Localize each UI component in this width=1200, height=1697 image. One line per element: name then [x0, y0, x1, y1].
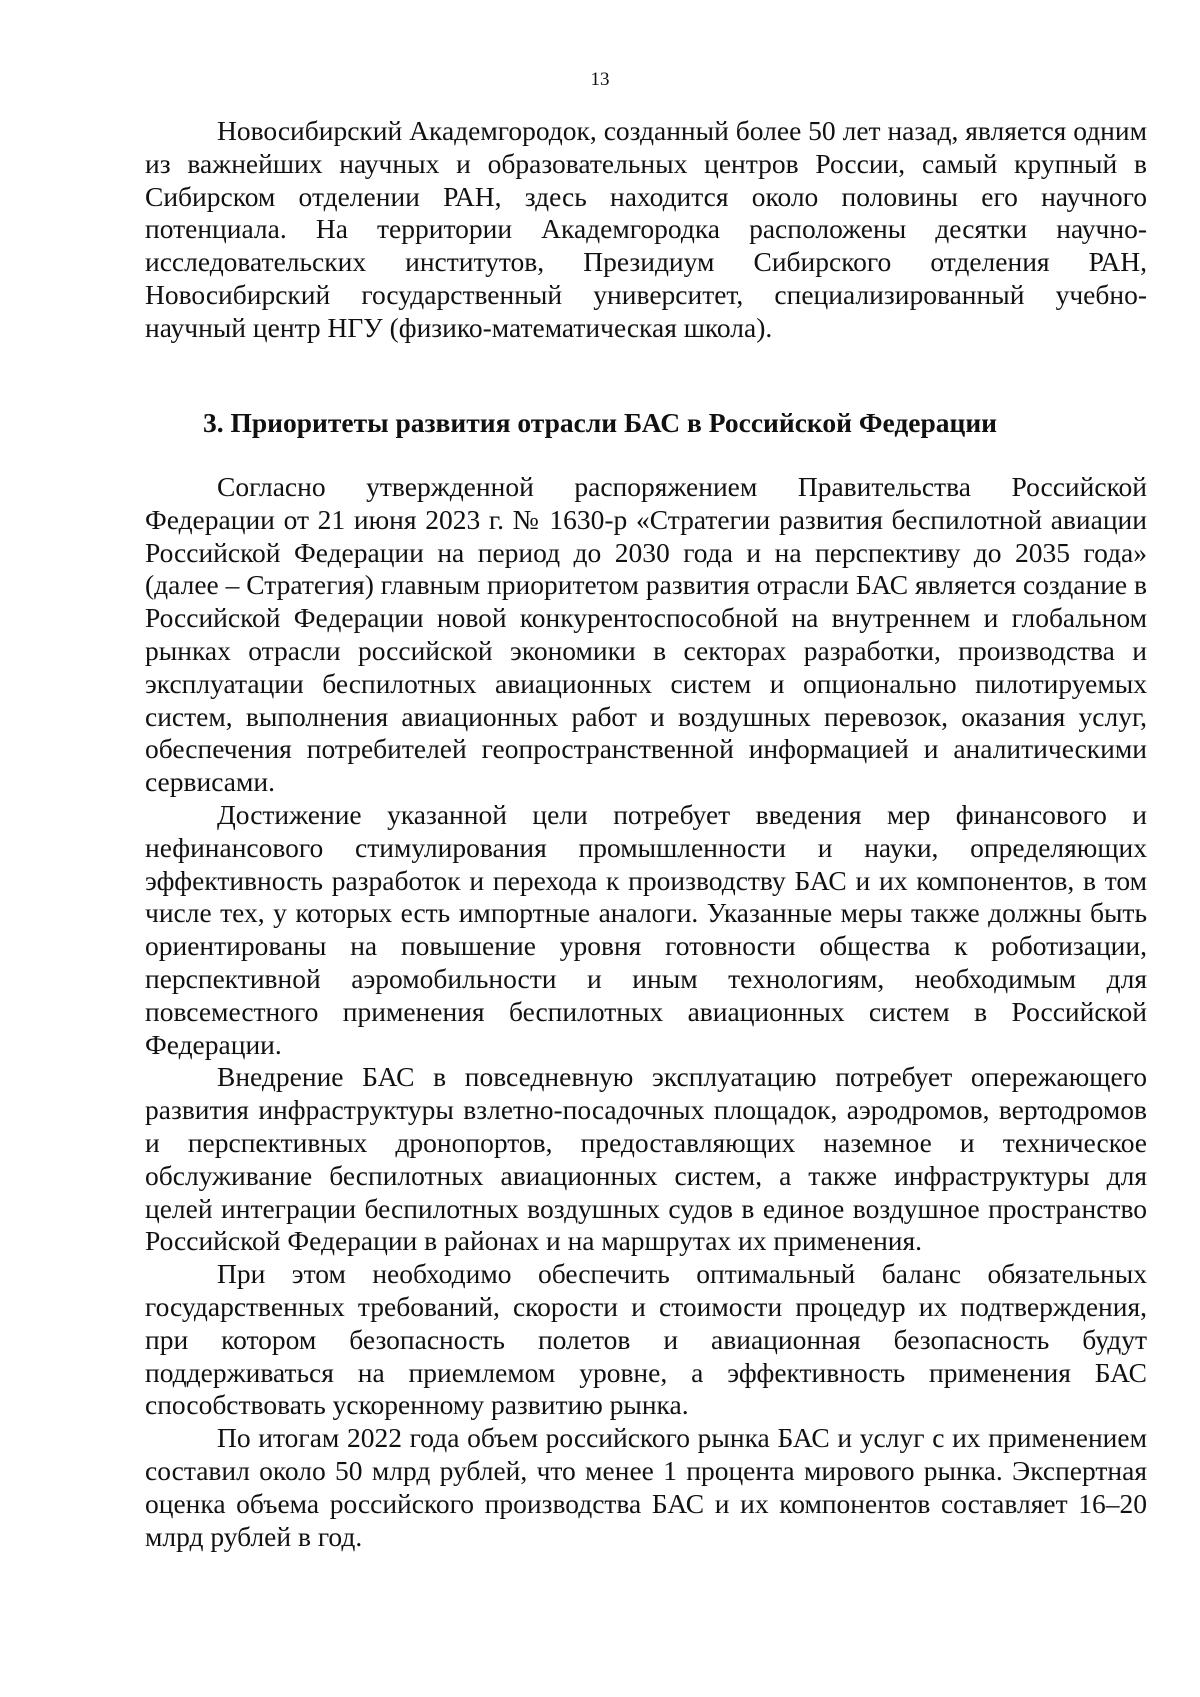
paragraph-balance: При этом необходимо обеспечить оптимальный баланс обязательных государственных требований, скорости и стоимости процедур их подтверждения, при котором безопасность полетов и авиационная безопасность будут поддерживаться на приемлемом уровне, а эффективность применения БАС способствовать ускоренному развитию рынка.	[145, 1258, 1147, 1421]
intro-section	[145, 115, 1147, 345]
paragraph-stimulation: Достижение указанной цели потребует введения мер финансового и нефинансового стимулирования промышленности и науки, определяющих эффективность разработок и перехода к производству БАС и их компонентов, в том числе тех, у которых есть импортные аналоги. Указанные меры также должны быть ориентированы на повышение уровня готовности общества к роботизации, перспективной аэромобильности и иным технологиям, необходимым для повсеместного применения беспилотных авиационных систем в Российской Федерации.	[145, 798, 1147, 1060]
section-body	[145, 471, 1147, 1553]
page-number: 13	[590, 69, 610, 90]
paragraph-strategy: Согласно утвержденной распоряжением Правительства Российской Федерации от 21 июня 2023 г. № 1630-р «Стратегии развития беспилотной авиации Российской Федерации на период до 2030 года и на перспективу до 2035 года» (далее – Стратегия) главным приоритетом развития отрасли БАС является создание в Российской Федерации новой конкурентоспособной на внутреннем и глобальном рынках отрасли российской экономики в секторах разработки, производства и эксплуатации беспилотных авиационных систем и опционально пилотируемых систем, выполнения авиационных работ и воздушных перевозок, оказания услуг, обеспечения потребителей геопространственной информацией и аналитическими сервисами.	[145, 471, 1147, 798]
paragraph-infrastructure: Внедрение БАС в повседневную эксплуатацию потребует опережающего развития инфраструктуры взлетно-посадочных площадок, аэродромов, вертодромов и перспективных дронопортов, предоставляющих наземное и техническое обслуживание беспилотных авиационных систем, а также инфраструктуры для целей интеграции беспилотных воздушных судов в единое воздушное пространство Российской Федерации в районах и на маршрутах их применения.	[145, 1061, 1147, 1257]
section-heading: 3. Приоритеты развития отрасли БАС в Российской Федерации	[202, 407, 998, 438]
paragraph-market-volume: По итогам 2022 года объем российского рынка БАС и услуг с их применением составил около 50 млрд рублей, что менее 1 процента мирового рынка. Экспертная оценка объема российского производства БАС и их компонентов составляет 16–20 млрд рублей в год.	[145, 1422, 1147, 1552]
intro-paragraph: Новосибирский Академгородок, созданный более 50 лет назад, является одним из важнейших научных и образовательных центров России, самый крупный в Сибирском отделении РАН, здесь находится около половины его научного потенциала. На территории Академгородка расположены десятки научно-исследовательских институтов, Президиум Сибирского отделения РАН, Новосибирский государственный университет, специализированный учебно-научный центр НГУ (физико-математическая школа).	[145, 115, 1147, 343]
